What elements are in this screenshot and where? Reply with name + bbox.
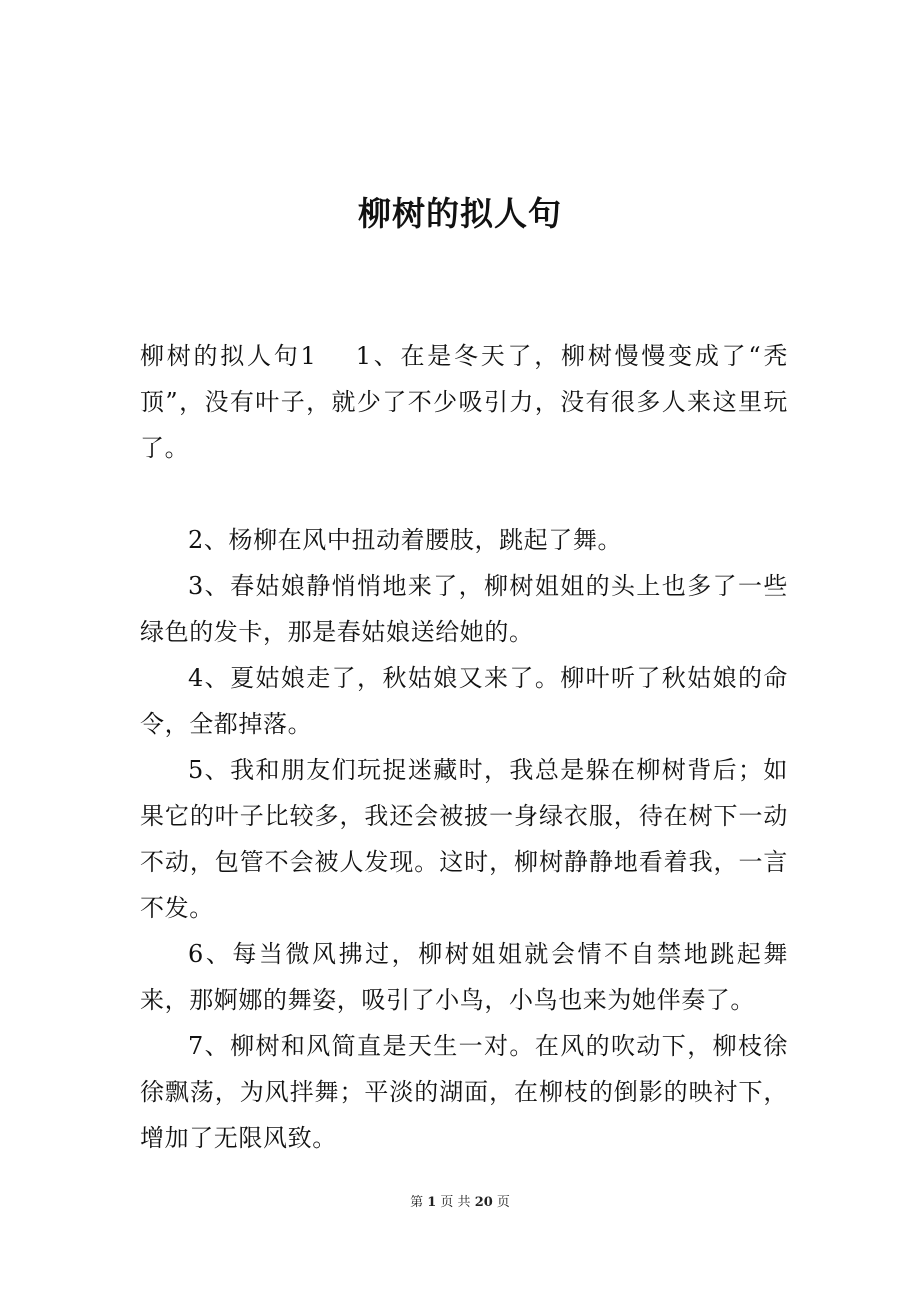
footer-total-pages: 20 bbox=[474, 1195, 493, 1210]
paragraph-5: 5、我和朋友们玩捉迷藏时，我总是躲在柳树背后；如果它的叶子比较多，我还会被披一身绿衣服，待在树下一动不动，包管不会被人发现。这时，柳树静静地看着我，一言不发。 bbox=[140, 756, 788, 922]
page-footer bbox=[0, 1193, 920, 1213]
footer-middle: 页 共 bbox=[440, 1195, 471, 1210]
paragraph-3: 3、春姑娘静悄悄地来了，柳树姐姐的头上也多了一些绿色的发卡，那是春姑娘送给她的。 bbox=[140, 572, 788, 646]
footer-current-page: 1 bbox=[427, 1195, 437, 1210]
footer-suffix: 页 bbox=[496, 1195, 510, 1210]
document-title: 柳树的拟人句 bbox=[358, 194, 562, 233]
paragraph-1: 柳树的拟人句1 1、在是冬天了，柳树慢慢变成了“秃顶”，没有叶子，就少了不少吸引力，没有很多人来这里玩了。 bbox=[140, 342, 788, 462]
paragraph-7: 7、柳树和风简直是天生一对。在风的吹动下，柳枝徐徐飘荡，为风拌舞；平淡的湖面，在柳枝的倒影的映衬下，增加了无限风致。 bbox=[140, 1032, 788, 1152]
paragraph-2: 2、杨柳在风中扭动着腰肢，跳起了舞。 bbox=[188, 526, 623, 554]
footer-prefix: 第 bbox=[410, 1195, 424, 1210]
paragraph-6: 6、每当微风拂过，柳树姐姐就会情不自禁地跳起舞来，那婀娜的舞姿，吸引了小鸟，小鸟也来为她伴奏了。 bbox=[140, 940, 788, 1014]
document-body bbox=[140, 333, 788, 1161]
paragraph-spacer bbox=[140, 471, 788, 517]
paragraph-4: 4、夏姑娘走了，秋姑娘又来了。柳叶听了秋姑娘的命令，全都掉落。 bbox=[140, 664, 788, 738]
